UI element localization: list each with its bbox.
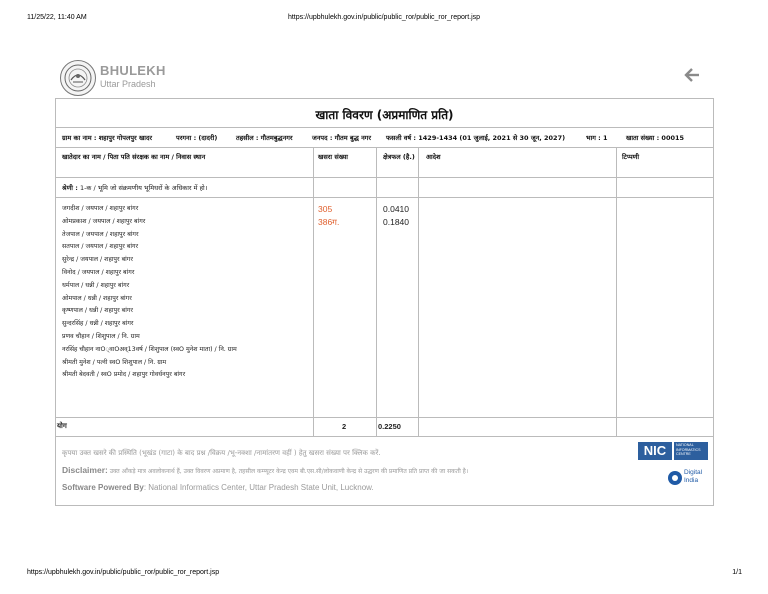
print-url: https://upbhulekh.gov.in/public/public_ror/public_ror_report.jsp (287, 14, 481, 21)
nic-logo (638, 442, 708, 462)
nic-line: INFORMATICS (676, 447, 701, 452)
owner-row: ओमप्रकाश / जयपाल / शहापुर बांगर (62, 217, 146, 225)
column-separator (418, 147, 419, 437)
divider (56, 147, 713, 148)
divider (56, 436, 713, 437)
col-remarks-header: टिप्पणी (622, 153, 640, 161)
owner-row: श्रीमती बेदवती / स्वO प्रमोद / शहापुर गोवर्धनपुर बांगर (62, 371, 186, 379)
owner-row: सुरेन्द्र / जयपाल / शहापुर बांगर (62, 256, 133, 264)
category-label: श्रेणी : (62, 184, 78, 192)
col-order-header: आदेश (426, 153, 441, 161)
divider (56, 417, 713, 418)
area-value: 0.0410 (383, 204, 409, 214)
tehsil: तहसील : गौतमबुद्धनगर (236, 134, 293, 142)
page-number: 1/1 (732, 569, 742, 576)
column-separator (376, 147, 377, 437)
nic-text (674, 442, 708, 460)
col-khasra-header: खसरा संख्या (318, 153, 348, 161)
fasli-year: फसली वर्ष : 1429-1434 (01 जुलाई, 2021 से 30 जून, 2027) (386, 134, 566, 142)
digital-india-logo (668, 469, 708, 491)
divider (56, 177, 713, 178)
disclaimer (62, 465, 468, 475)
digital-india-icon (668, 471, 682, 485)
disclaimer-text: उक्त आँकड़े मात्र अवलोकनार्थ हैं, उक्त विवरण अप्रमाण है, तहसील कम्प्यूटर केन्द्र एवम बी.एस.सी/लोकवाणी केन्द्र से उद्धरण की प्रमाणित प्रति प्राप्त की जा सकती है। (109, 468, 469, 475)
area-list (383, 203, 409, 229)
owner-row: तेजपाल / जयपाल / शहापुर बांगर (62, 230, 139, 238)
category-line (62, 183, 207, 192)
owner-row: सुन्दरसिंह / धन्नी / शहापुर बांगर (62, 320, 134, 328)
nic-line: CENTRE (676, 452, 691, 457)
owner-row: प्रणव चौहान / शिशुपाल / नि. ग्राम (62, 332, 140, 340)
owner-row: जगदीश / जयपाल / शहापुर बांगर (62, 205, 139, 212)
back-button[interactable] (683, 66, 703, 84)
khasra-link[interactable]: 386ग. (318, 216, 340, 227)
disclaimer-label: Disclaimer: (62, 465, 108, 475)
brand-state: Uttar Pradesh (100, 79, 156, 89)
khasra-click-notice: कृपया उक्त खसरे की प्रस्थिति (भूखंड (गाटा) के बाद प्रश्न /विक्रय /भू-नक्शा /नामांतरण वहीं ) हेतु खसरा संख्या पर क्लिक करें. (62, 449, 381, 457)
owner-list (62, 203, 312, 382)
khata-number: खाता संख्या : 00015 (626, 134, 685, 142)
total-khasra-count: 2 (342, 422, 347, 431)
part-number: भाग : 1 (586, 134, 608, 142)
total-label: योग (57, 422, 67, 430)
khasra-list (318, 203, 339, 229)
village-name: ग्राम का नाम : शहापुर गोपलपुर खादर (62, 134, 153, 142)
nic-line: NATIONAL (676, 443, 694, 447)
district: जनपद : गौतम बुद्ध नगर (312, 134, 371, 142)
owner-row: कृष्णपाल / धन्नी / शहापुर बांगर (62, 307, 133, 315)
owner-row: नरसिंह चौहान नाO्वाOअव्13वर्ष / शिशुपाल (स्वO मुनेश माता) / नि. ग्राम (62, 345, 237, 353)
di-line: Digital (684, 469, 703, 476)
owner-row: धर्मपाल / धन्नी / शहापुर बांगर (62, 281, 130, 289)
powered-text: : National Informatics Center, Uttar Pradesh State Unit, Lucknow. (143, 483, 374, 492)
col-area-header: क्षेत्रफल (है.) (383, 153, 415, 161)
column-separator (313, 147, 314, 437)
category-text: 1-क / भूमि जो संक्रमणीय भूमिधरों के अधिकार में हो। (79, 184, 208, 192)
di-line: India (684, 477, 699, 484)
digital-india-text (684, 469, 702, 485)
owner-row: श्रीमती मुनेश / पत्नी स्वO शिशुपाल / नि. ग्राम (62, 358, 167, 366)
column-separator (616, 147, 617, 437)
print-datetime: 11/25/22, 11:40 AM (27, 14, 87, 21)
powered-label: Software Powered By (62, 483, 144, 492)
area-value: 0.1840 (383, 216, 409, 227)
divider (56, 127, 713, 128)
owner-row: सतपाल / जयपाल / शहापुर बांगर (62, 243, 139, 251)
total-area: 0.2250 (378, 422, 401, 431)
brand-name: BHULEKH (100, 63, 166, 78)
khasra-link[interactable]: 305 (318, 204, 333, 214)
arrow-left-icon (683, 66, 703, 84)
powered-by (62, 483, 374, 492)
document-title: खाता विवरण (अप्रमाणित प्रति) (315, 108, 454, 122)
owner-row: विनोद / जयपाल / शहापुर बांगर (62, 268, 135, 276)
bhulekh-logo[interactable] (60, 60, 260, 96)
divider (56, 197, 713, 198)
nic-mark: NIC (638, 442, 672, 460)
col-owner-header: खातेदार का नाम / पिता पति संरक्षक का नाम / निवास स्थान (62, 153, 206, 161)
pargana: परगना : (दादरी) (176, 134, 218, 142)
footer-url: https://upbhulekh.gov.in/public/public_ror/public_ror_report.jsp (27, 569, 220, 576)
up-emblem-icon (60, 60, 96, 96)
owner-row: ओमपाल / धन्नी / शहापुर बांगर (62, 294, 132, 302)
khata-document (55, 98, 714, 506)
